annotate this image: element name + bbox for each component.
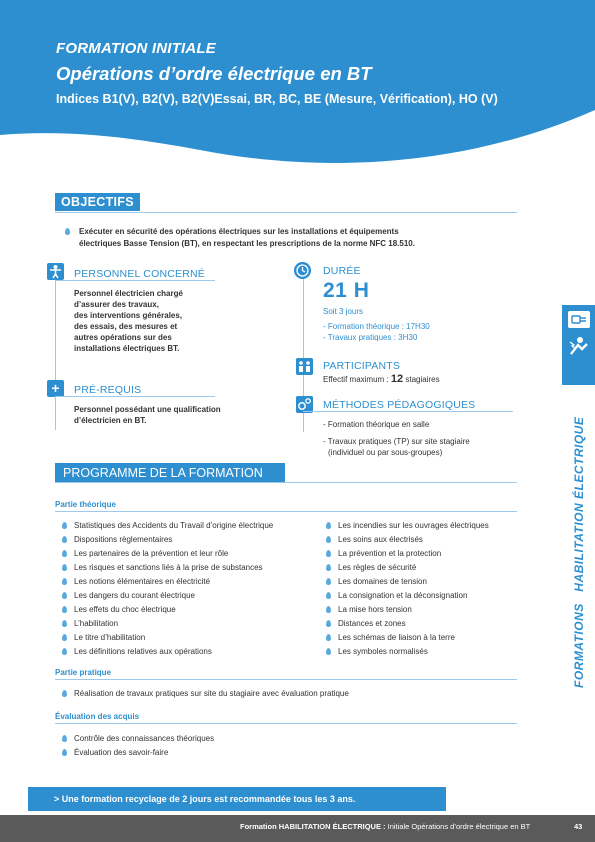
list-item: Les schémas de liaison à la terre <box>326 632 489 646</box>
list-item: Les incendies sur les ouvrages électriques <box>326 520 489 534</box>
participants-title: PARTICIPANTS <box>323 360 401 372</box>
list-item: Le titre d’habilitation <box>62 632 273 646</box>
side-label-b: HABILITATION ÉLECTRIQUE <box>572 416 586 592</box>
bullet-drop-icon <box>326 648 331 655</box>
evaluation-list <box>62 733 214 761</box>
personnel-line: installations électriques BT. <box>74 344 180 353</box>
methodes-rule <box>303 411 513 412</box>
list-item: Les soins aux électrisés <box>326 534 489 548</box>
list-item: Les symboles normalisés <box>326 646 489 660</box>
bullet-drop-icon <box>326 592 331 599</box>
person-icon <box>47 263 64 280</box>
header <box>56 40 498 106</box>
pratique-list <box>62 688 349 702</box>
side-label-a: FORMATIONS <box>572 603 586 688</box>
programme-title: PROGRAMME DE LA FORMATION <box>55 463 285 483</box>
prerequis-body <box>74 404 221 426</box>
recyclage-banner: > Une formation recyclage de 2 jours est recommandée tous les 3 ans. <box>28 787 446 811</box>
partie-pratique-rule <box>55 679 517 680</box>
bullet-drop-icon <box>326 578 331 585</box>
prerequis-rule <box>55 396 215 397</box>
personnel-rule <box>55 280 215 281</box>
bullet-drop-icon <box>62 578 67 585</box>
bullet-drop-icon <box>62 536 67 543</box>
bullet-drop-icon <box>326 634 331 641</box>
list-item: Les définitions relatives aux opérations <box>62 646 273 660</box>
bullet-drop-icon <box>65 228 70 235</box>
list-item: Les dangers du courant électrique <box>62 590 273 604</box>
theorique-list-col1 <box>62 520 273 660</box>
personnel-line: des interventions générales, <box>74 311 183 320</box>
list-item: Contrôle des connaissances théoriques <box>62 733 214 747</box>
personnel-line: d’assurer des travaux, <box>74 300 159 309</box>
objectifs-rule <box>55 212 517 213</box>
duree-theory: - Formation théorique : 17H30 <box>323 322 430 331</box>
bullet-drop-icon <box>326 564 331 571</box>
list-item: Les risques et sanctions liés à la prise de substances <box>62 562 273 576</box>
evaluation-title: Évaluation des acquis <box>55 712 140 721</box>
methodes-item-2-line-1: - Travaux pratiques (TP) sur site stagiaire <box>323 437 470 446</box>
objectifs-title: OBJECTIFS <box>55 193 140 211</box>
plus-icon: + <box>47 380 64 397</box>
methodes-title: MÉTHODES PÉDAGOGIQUES <box>323 399 476 411</box>
bullet-drop-icon <box>62 634 67 641</box>
bullet-drop-icon <box>62 690 67 697</box>
electrical-plug-icon <box>568 311 590 328</box>
personnel-title: PERSONNEL CONCERNÉ <box>74 268 205 280</box>
bullet-drop-icon <box>62 564 67 571</box>
bullet-drop-icon <box>326 606 331 613</box>
bullet-drop-icon <box>326 550 331 557</box>
partie-pratique-title: Partie pratique <box>55 668 112 677</box>
personnel-line: autres opérations sur des <box>74 333 172 342</box>
duree-practice: - Travaux pratiques : 3H30 <box>323 333 418 342</box>
bullet-drop-icon <box>62 550 67 557</box>
header-subtitle: Indices B1(V), B2(V), B2(V)Essai, BR, BC, BE (Mesure, Vérification), HO (V) <box>56 92 498 106</box>
bullet-drop-icon <box>62 620 67 627</box>
list-item: Les domaines de tension <box>326 576 489 590</box>
partie-theorique-rule <box>55 511 517 512</box>
header-title: Opérations d’ordre électrique en BT <box>56 63 372 84</box>
footer <box>0 815 595 842</box>
evaluation-rule <box>55 723 517 724</box>
partie-theorique-title: Partie théorique <box>55 500 116 509</box>
list-item: La prévention et la protection <box>326 548 489 562</box>
list-item: Dispositions règlementaires <box>62 534 273 548</box>
group-icon <box>296 358 313 375</box>
duree-days: Soit 3 jours <box>323 307 364 316</box>
methodes-item-1: - Formation théorique en salle <box>323 420 430 429</box>
list-item: Les partenaires de la prévention et leur rôle <box>62 548 273 562</box>
prerequis-line: d’électricien en BT. <box>74 416 147 425</box>
programme-rule <box>55 482 517 483</box>
participants-unit: stagiaires <box>403 375 440 384</box>
list-item: Les effets du choc électrique <box>62 604 273 618</box>
footer-text-rest: Initiale Opérations d’ordre électrique en BT <box>387 822 531 831</box>
page-number: 43 <box>574 822 583 831</box>
clock-icon <box>294 262 311 279</box>
list-item: La mise hors tension <box>326 604 489 618</box>
bullet-drop-icon <box>62 648 67 655</box>
bullet-drop-icon <box>326 522 331 529</box>
prerequis-title: PRÉ-REQUIS <box>74 384 142 396</box>
list-item: L’habilitation <box>62 618 273 632</box>
list-item: La consignation et la déconsignation <box>326 590 489 604</box>
objectifs-text <box>65 226 505 249</box>
objectifs-line-1: Exécuter en sécurité des opérations électriques sur les installations et équipements <box>79 227 399 236</box>
duree-title: DURÉE <box>323 265 361 277</box>
bullet-drop-icon <box>62 592 67 599</box>
bullet-drop-icon <box>326 536 331 543</box>
bullet-drop-icon <box>326 620 331 627</box>
bullet-drop-icon <box>62 606 67 613</box>
prerequis-line: Personnel possédant une qualification <box>74 405 221 414</box>
side-label <box>572 417 586 688</box>
list-item: Les règles de sécurité <box>326 562 489 576</box>
list-item: Réalisation de travaux pratiques sur site du stagiaire avec évaluation pratique <box>62 688 349 702</box>
participants-count: 12 <box>390 373 404 385</box>
list-item: Distances et zones <box>326 618 489 632</box>
bullet-drop-icon <box>62 735 67 742</box>
participants-text <box>323 374 440 385</box>
electrocution-icon <box>568 336 590 358</box>
personnel-line: des essais, des mesures et <box>74 322 178 331</box>
list-item: Statistiques des Accidents du Travail d’origine électrique <box>62 520 273 534</box>
theorique-list-col2 <box>326 520 489 660</box>
personnel-body <box>74 288 183 354</box>
methodes-item-2-line-2: (individuel ou par sous-groupes) <box>328 448 443 457</box>
footer-text-bold: Formation HABILITATION ÉLECTRIQUE : <box>240 822 388 831</box>
footer-text <box>240 822 530 831</box>
duree-value: 21 H <box>323 279 370 302</box>
left-column-line <box>55 270 56 430</box>
participants-label: Effectif maximum : <box>323 375 391 384</box>
bullet-drop-icon <box>62 749 67 756</box>
header-kicker: FORMATION INITIALE <box>56 40 216 57</box>
personnel-line: Personnel électricien chargé <box>74 289 183 298</box>
objectifs-line-2: électriques Basse Tension (BT), en respectant les prescriptions de la norme NFC 18.510. <box>79 238 415 248</box>
list-item: Les notions élémentaires en électricité <box>62 576 273 590</box>
list-item: Évaluation des savoir-faire <box>62 747 214 761</box>
bullet-drop-icon <box>62 522 67 529</box>
